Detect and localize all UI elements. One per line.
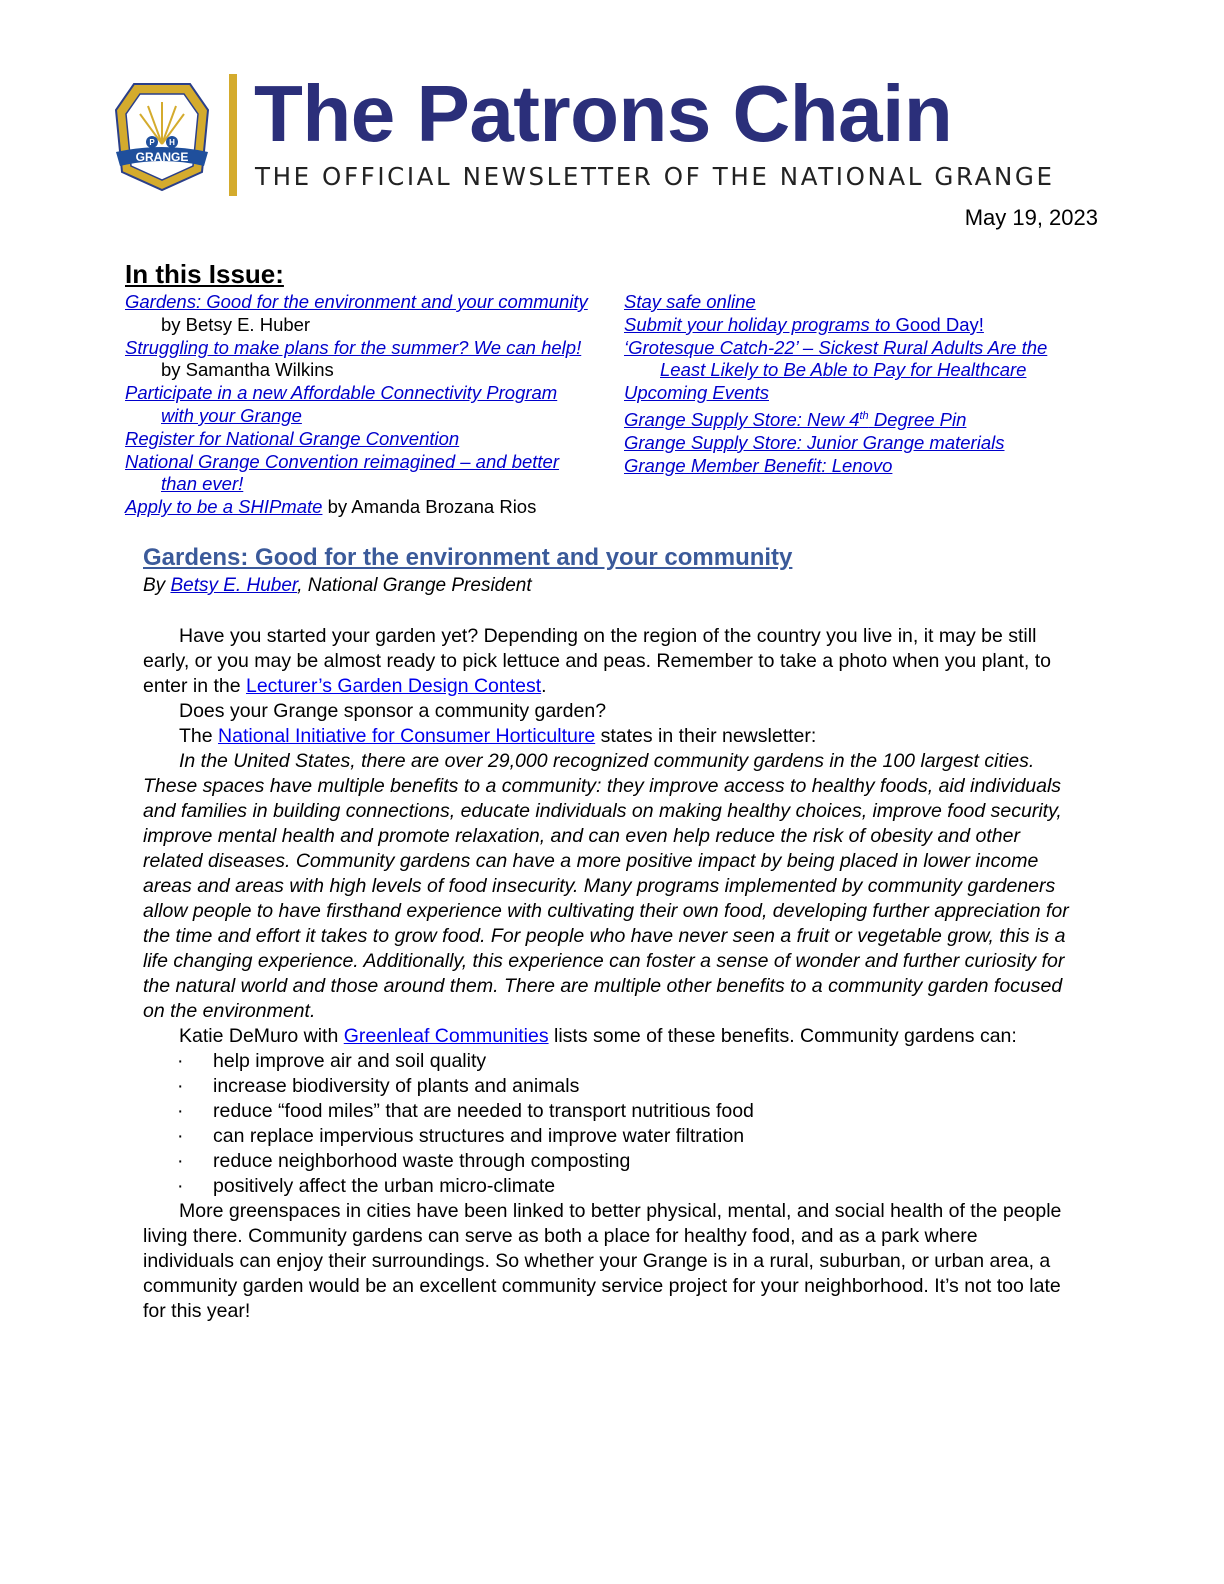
greenleaf-link[interactable]: Greenleaf Communities (343, 1025, 549, 1047)
toc-link-gardens[interactable]: Gardens: Good for the environment and your community (125, 291, 588, 312)
toc-item (125, 337, 595, 383)
garden-contest-link[interactable]: Lecturer’s Garden Design Contest (245, 675, 542, 697)
toc-link-register-convention[interactable]: Register for National Grange Convention (125, 427, 460, 449)
svg-text:GRANGE: GRANGE (135, 150, 189, 164)
paragraph: Katie DeMuro with Greenleaf Communities lists some of these benefits. Community gardens can: (179, 1025, 1017, 1047)
toc-link-lenovo[interactable]: Grange Member Benefit: Lenovo (624, 454, 893, 476)
grange-logo-icon (112, 80, 212, 192)
toc-author: by Amanda Brozana Rios (322, 496, 537, 518)
bullet-icon: · (177, 1150, 184, 1172)
toc-item (125, 451, 595, 497)
quoted-paragraph: In the United States, there are over 29,000 recognized community gardens in the 100 largest cities. These spaces have multiple benefits to a community: they improve access to healthy foods, aid individuals and families in building connections, educate individuals on making healthy choices, improve food security, improve mental health and promote relaxation, and can even help reduce the risk of obesity and other related diseases. Community gardens can have a more positive impact by being placed in lower income areas and areas with high levels of food insecurity. Many programs implemented by community gardeners allow people to have firsthand experience with cultivating their own food, developing further appreciation for the time and effort it takes to grow food. For people who have never seen a fruit or vegetable grow, this is a life changing experience. Additionally, this experience can foster a sense of wonder and further curiosity for the natural world and those around them. There are multiple other benefits to a community garden focused on the environment. (143, 750, 1069, 1022)
nich-link[interactable]: National Initiative for Consumer Horticulture (218, 725, 596, 747)
toc-author: by Samantha Wilkins (161, 359, 334, 381)
svg-text:P: P (149, 138, 155, 147)
issue-date: May 19, 2023 (964, 205, 1098, 230)
bullet-icon: · (177, 1125, 184, 1147)
list-item: · reduce neighborhood waste through composting (177, 1150, 631, 1172)
paragraph: More greenspaces in cities have been linked to better physical, mental, and social health of the people living there. Community gardens can serve as both a place for healthy food, and as a park where individuals can enjoy their surroundings. So whether your Grange is in a rural, suburban, or urban area, a community garden would be an excellent community service project for your neighborhood. It’s not too late for this year! (143, 1200, 1062, 1322)
toc-link-upcoming-events[interactable]: Upcoming Events (624, 382, 769, 404)
toc-item (624, 337, 1094, 383)
list-item: · reduce “food miles” that are needed to transport nutritious food (177, 1100, 754, 1122)
toc-item (624, 314, 1094, 337)
author-link[interactable]: Betsy E. Huber (170, 575, 298, 596)
bullet-icon: · (177, 1050, 184, 1072)
toc-item (624, 432, 1094, 455)
toc-link-affordable-connectivity[interactable]: Participate in a new Affordable Connectivity Program with your Grange (125, 382, 558, 426)
toc-left-column (125, 291, 595, 519)
bullet-icon: · (177, 1100, 184, 1122)
bullet-icon: · (177, 1075, 184, 1097)
newsletter-subtitle: THE OFFICIAL NEWSLETTER OF THE NATIONAL GRANGE (255, 162, 1055, 191)
toc-link-stay-safe[interactable]: Stay safe online (624, 291, 756, 312)
benefits-list (143, 1049, 1073, 1199)
toc-link-catch-22[interactable]: ‘Grotesque Catch-22’ – Sickest Rural Adults Are the Least Likely to Be Able to Pay for Healthcare (624, 336, 1048, 381)
list-item: · increase biodiversity of plants and animals (177, 1075, 580, 1097)
toc-item (125, 428, 595, 451)
toc-right-column (624, 291, 1094, 478)
toc-item (624, 405, 1094, 432)
toc-author: by Betsy E. Huber (161, 313, 311, 335)
toc-link-junior-grange[interactable]: Grange Supply Store: Junior Grange materials (624, 431, 1005, 453)
list-item: · help improve air and soil quality (177, 1050, 487, 1072)
toc-link-holiday-programs[interactable]: Submit your holiday programs to Good Day! (624, 313, 984, 335)
svg-text:H: H (169, 138, 175, 147)
toc-item (624, 455, 1094, 478)
toc-item (125, 382, 595, 428)
article-byline: By Betsy E. Huber, National Grange President (143, 575, 532, 596)
masthead (112, 69, 1055, 198)
masthead-divider (229, 74, 237, 196)
toc-item (624, 382, 1094, 405)
paragraph: The National Initiative for Consumer Horticulture states in their newsletter: (179, 725, 817, 747)
article-body (143, 624, 1073, 1324)
article-gardens (143, 543, 1073, 1324)
toc-item (125, 496, 595, 519)
list-item: · can replace impervious structures and improve water filtration (177, 1125, 745, 1147)
list-item: · positively affect the urban micro-climate (177, 1175, 556, 1197)
bullet-icon: · (177, 1175, 184, 1197)
paragraph: Have you started your garden yet? Depending on the region of the country you live in, it may be still early, or you may be almost ready to pick lettuce and peas. Remember to take a photo when you plant, to enter in the Lecturer’s Garden Design Contest. (143, 625, 1051, 697)
toc-link-convention-reimagined[interactable]: National Grange Convention reimagined – and better than ever! (125, 450, 560, 495)
toc-link-shipmate[interactable]: Apply to be a SHIPmate (125, 496, 323, 518)
paragraph: Does your Grange sponsor a community garden? (179, 700, 607, 722)
toc-heading: In this Issue: (125, 259, 284, 289)
toc-link-4th-degree-pin[interactable]: Grange Supply Store: New 4th Degree Pin (624, 409, 967, 431)
newsletter-title: The Patrons Chain (254, 69, 953, 158)
toc-item (125, 291, 595, 337)
toc-item (624, 291, 1094, 314)
toc-link-summer-plans[interactable]: Struggling to make plans for the summer? We can help! (125, 336, 582, 358)
article-title: Gardens: Good for the environment and your community (143, 544, 793, 571)
